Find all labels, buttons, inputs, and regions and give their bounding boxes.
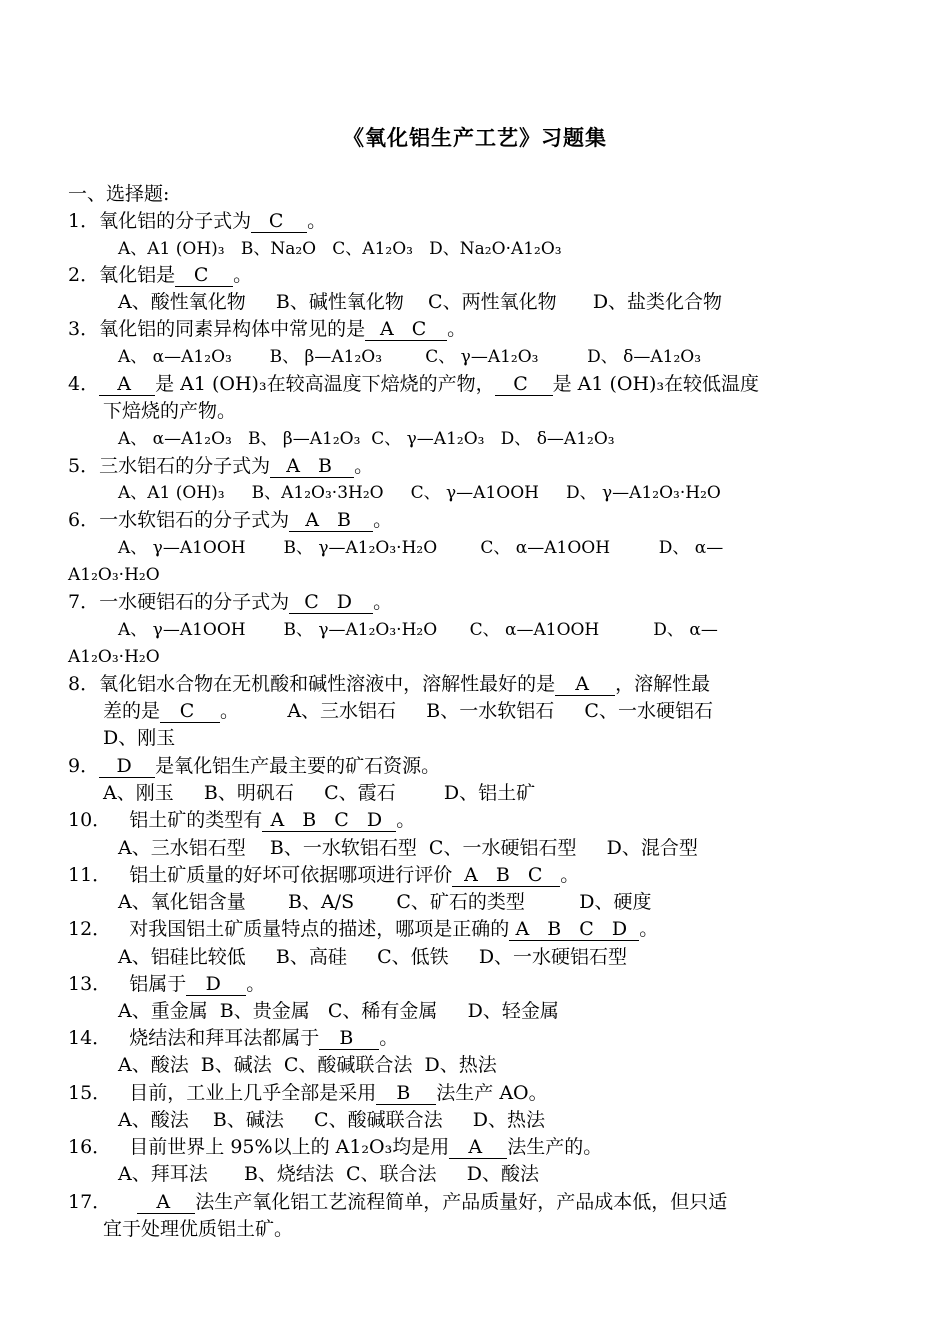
answer-blank: A C (365, 318, 447, 341)
answer-blank: A (137, 1191, 195, 1214)
options-7-continued: A1₂O₃·H₂O (68, 647, 160, 667)
answer-blank: A B C D (262, 809, 396, 832)
options-6-continued: A1₂O₃·H₂O (68, 565, 160, 585)
answer-blank: A B C D (509, 918, 639, 941)
options-2: A、酸性氧化物 B、碱性氧化物 C、两性氧化物 D、盐类化合物 (118, 291, 723, 313)
question-13: 13． 铝属于 D 。 (68, 973, 266, 995)
document-title: 《氧化铝生产工艺》习题集 (343, 125, 607, 150)
answer-blank: C (495, 373, 553, 396)
answer-blank: C D (289, 591, 373, 614)
options-15: A、酸法 B、碱法 C、酸碱联合法 D、热法 (118, 1109, 546, 1131)
question-3: 3．氧化铝的同素异构体中常见的是 A C 。 (68, 318, 467, 340)
question-1: 1．氧化铝的分子式为 C 。 (68, 210, 327, 232)
question-2: 2．氧化铝是 C 。 (68, 264, 253, 286)
question-4-continued: 下焙烧的产物。 (103, 400, 237, 422)
options-1: A、A1 (OH)₃ B、Na₂O C、A1₂O₃ D、Na₂O·A1₂O₃ (118, 239, 562, 259)
question-11: 11． 铝土矿质量的好坏可依据哪项进行评价 A B C 。 (68, 864, 580, 886)
question-10: 10． 铝土矿的类型有 A B C D 。 (68, 809, 416, 831)
options-14: A、酸法 B、碱法 C、酸碱联合法 D、热法 (118, 1054, 497, 1076)
options-10: A、三水铝石型 B、一水软铝石型 C、一水硬铝石型 D、混合型 (118, 837, 698, 859)
options-12: A、铝硅比较低 B、高硅 C、低铁 D、一水硬铝石型 (118, 946, 628, 968)
options-6: A、 γ—A1OOH B、 γ—A1₂O₃·H₂O C、 α—A1OOH D、 α— (118, 538, 724, 558)
question-15: 15． 目前，工业上几乎全部是采用 B 法生产 AO。 (68, 1082, 548, 1104)
section-heading: 一、选择题: (68, 183, 170, 205)
options-16: A、拜耳法 B、烧结法 C、联合法 D、酸法 (118, 1163, 539, 1185)
options-9: A、刚玉 B、明矾石 C、霞石 D、铝土矿 (103, 782, 536, 804)
answer-blank: A B (289, 509, 373, 532)
question-14: 14． 烧结法和拜耳法都属于 B 。 (68, 1027, 399, 1049)
question-16: 16． 目前世界上 95%以上的 A1₂O₃均是用 A 法生产的。 (68, 1136, 603, 1158)
question-8-line-3: D、刚玉 (103, 727, 176, 749)
answer-blank: A (555, 673, 615, 696)
options-5: A、A1 (OH)₃ B、A1₂O₃·3H₂O C、 γ—A1OOH D、 γ—A1₂O₃·H₂O (118, 483, 721, 503)
options-11: A、氧化铝含量 B、A/S C、矿石的类型 D、硬度 (118, 891, 652, 913)
options-4: A、 α—A1₂O₃ B、 β—A1₂O₃ C、 γ—A1₂O₃ D、 δ—A1₂O₃ (118, 429, 615, 449)
question-17: 17． A 法生产氧化铝工艺流程简单，产品质量好，产品成本低，但只适 (68, 1191, 728, 1213)
question-12: 12． 对我国铝土矿质量特点的描述，哪项是正确的 A B C D 。 (68, 918, 659, 940)
question-9: 9． D 是氧化铝生产最主要的矿石资源。 (68, 755, 441, 777)
question-7: 7．一水硬铝石的分子式为 C D 。 (68, 591, 393, 613)
answer-blank: D (99, 755, 155, 778)
question-5: 5．三水铝石的分子式为 A B 。 (68, 455, 374, 477)
answer-blank: D (186, 973, 246, 996)
question-8: 8．氧化铝水合物在无机酸和碱性溶液中，溶解性最好的是 A ，溶解性最 (68, 673, 711, 695)
question-17-continued: 宜于处理优质铝土矿。 (103, 1218, 294, 1240)
answer-blank: A (99, 373, 155, 396)
answer-blank: C (251, 210, 307, 233)
answer-blank: B (319, 1027, 379, 1050)
answer-blank: A B (270, 455, 354, 478)
question-8-line-2: 差的是 C 。 A、三水铝石 B、一水软铝石 C、一水硬铝石 (103, 700, 713, 722)
options-13: A、重金属 B、贵金属 C、稀有金属 D、轻金属 (118, 1000, 559, 1022)
answer-blank: A (449, 1136, 507, 1159)
answer-blank: C (160, 700, 220, 723)
answer-blank: B (376, 1082, 436, 1105)
question-6: 6．一水软铝石的分子式为 A B 。 (68, 509, 393, 531)
options-3: A、 α—A1₂O₃ B、 β—A1₂O₃ C、 γ—A1₂O₃ D、 δ—A1₂O₃ (118, 347, 702, 367)
answer-blank: A B C (452, 864, 560, 887)
answer-blank: C (175, 264, 233, 287)
question-4: 4． A 是 A1 (OH)₃在较高温度下焙烧的产物， C 是 A1 (OH)₃在较低温度 (68, 373, 760, 395)
options-7: A、 γ—A1OOH B、 γ—A1₂O₃·H₂O C、 α—A1OOH D、 α— (118, 620, 718, 640)
